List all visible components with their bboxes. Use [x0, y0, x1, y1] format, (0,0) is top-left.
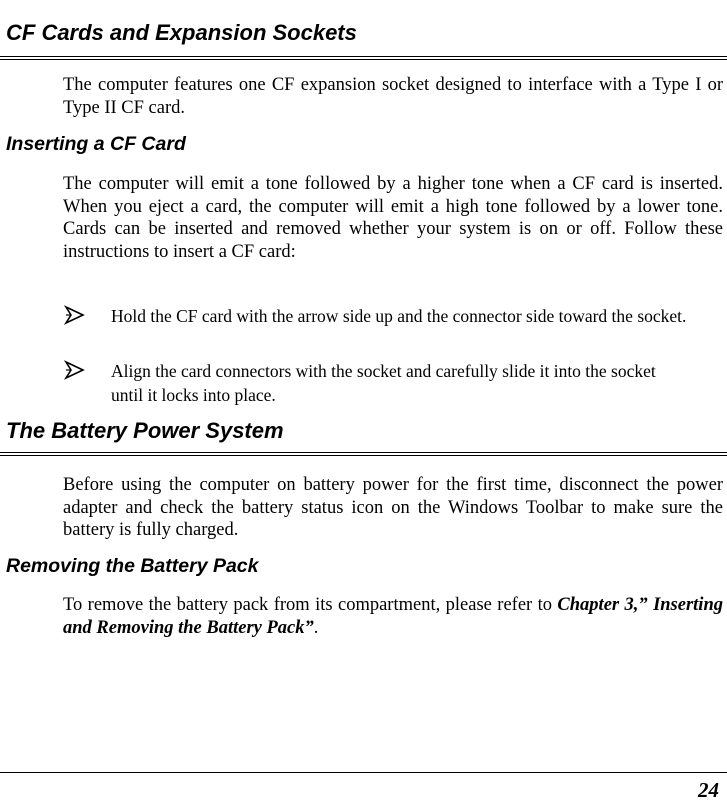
arrowhead-bullet-icon — [63, 359, 85, 381]
battery-intro-paragraph: Before using the computer on battery power for the first time, disconnect the power adapter and check the battery status icon on the Windows Toolbar to make sure the battery is fully charged. — [63, 475, 723, 541]
section-divider — [0, 56, 727, 60]
section-title-cf-cards: CF Cards and Expansion Sockets — [6, 20, 357, 45]
section-divider — [0, 452, 727, 456]
footer-divider — [0, 772, 727, 773]
bullet-text: Hold the CF card with the arrow side up and the connector side toward the socket. — [111, 306, 687, 326]
removing-battery-text: To remove the battery pack from its compartment, please refer to — [63, 595, 558, 615]
section-title-battery-power: The Battery Power System — [6, 418, 284, 443]
removing-battery-paragraph — [63, 594, 723, 639]
chapter-reference: Chapter 3,” Inserting and Removing the Battery Pack” — [63, 595, 723, 638]
subsection-title-inserting-cf-card: Inserting a CF Card — [6, 133, 186, 155]
subsection-title-removing-battery: Removing the Battery Pack — [6, 555, 259, 577]
arrowhead-bullet-icon — [63, 304, 85, 326]
bullet-text: Align the card connectors with the socket and carefully slide it into the socket until it locks into place. — [111, 361, 656, 405]
removing-battery-period: . — [313, 617, 319, 638]
cf-intro-paragraph: The computer features one CF expansion socket designed to interface with a Type I or Type II CF card. — [63, 75, 723, 118]
inserting-cf-paragraph: The computer will emit a tone followed by a higher tone when a CF card is inserted. When you eject a card, the computer will emit a high tone followed by a lower tone. Cards can be inserted and removed whether your system is on or off. Follow these instructions to insert a CF card: — [63, 174, 723, 263]
page-number: 24 — [698, 778, 719, 802]
